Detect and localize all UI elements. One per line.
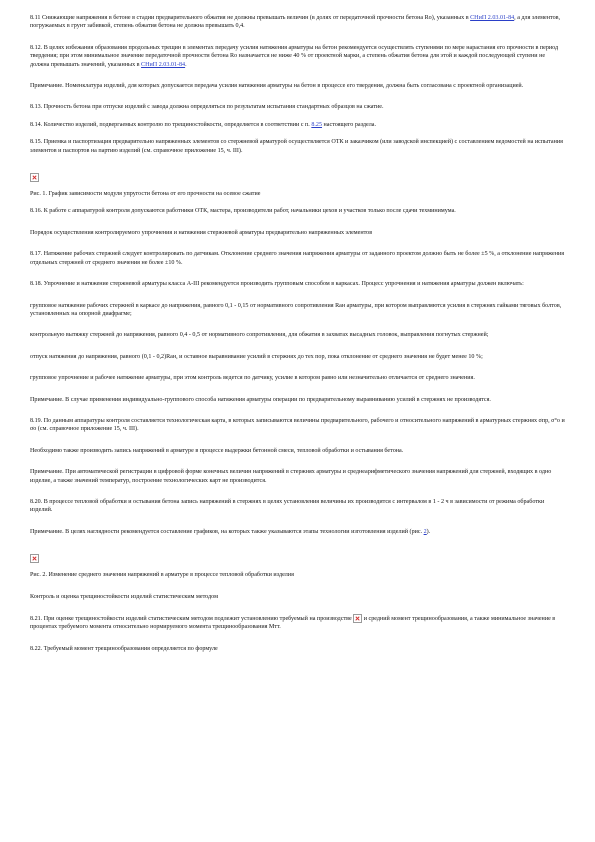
note-2: Примечание. В случае применения индивидуально-группового способа натяжения арматуры операции по предварительному выравниванию усилий в стержнях не производятся.	[30, 396, 491, 403]
paragraph-8-16: 8.16. К работе с аппаратурой контроля допускаются работники ОТК, мастера, производители работ, начальники цехов и участков только после сдачи техминимума.	[30, 208, 456, 215]
paragraph-8-20: 8.20. В процессе тепловой обработки и остывания бетона запись напряжений в стержнях в целях установления величины их производится с интервалом в 1 - 2 ч в зависимости от режима обработки изделий.	[30, 498, 545, 514]
paragraph-8-14: 8.14. Количество изделий, подвергаемых контролю по трещиностойкости, определяется в соответствии с п. 8.25 настоящего раздела.	[30, 121, 376, 128]
figure-1-caption: Рис. 1. График зависимости модуля упругости бетона от его прочности на осевое сжатие	[30, 191, 261, 198]
note-1: Примечание. Номенклатура изделий, для которых допускается передача усилия натяжения арматуры на бетон в процессе его твердения, должна быть согласована с проектной организацией.	[30, 83, 524, 90]
broken-image-icon	[30, 554, 39, 563]
paragraph-8-22: 8.22. Требуемый момент трещинообразования определяется по формуле	[30, 645, 218, 652]
paragraph-8-12: 8.12. В целях избежания образования продольных трещин в элементах передачу усилия натяжения арматуры на бетон рекомендуется осуществлять ступенями по мере нарастания его прочности в период твердения; при этом минимальное значение передаточной прочности бетона Ro назначается не ниже 40 % от проектной марки, а степень обжатия бетона для этой и каждой последующей ступени не должна превышать значений, указанных в СНиП 2.03.01-84.	[30, 44, 559, 68]
section-heading-1: Порядок осуществления контролируемого упрочнения и натяжения стержневой арматуры предварительно напряженных элементов	[30, 229, 373, 236]
snip-link-1[interactable]: СНиП 2.03.01-84	[470, 15, 515, 21]
paragraph-8-17: 8.17. Натяжение рабочих стержней следует контролировать по датчикам. Отклонение среднего значения напряжения арматуры от заданного проектом должно быть не более ±5 %, а отклонение напряжения отдельных стержней от среднего значения не более ±10 %.	[30, 251, 565, 266]
section-heading-2: Контроль и оценка трещиностойкости изделий статистическим методом	[30, 593, 218, 600]
paragraph-8-11: 8.11 Снижающие напряжения в бетоне в стадии предварительного обжатия не должны превышать величин (в долях от передаточной прочности бетона Ro), указанных в СНиП 2.03.01-84, а для элементов, погружаемых в грунт забивкой, степень обжатия бетона не должна превышать 0,4.	[30, 15, 561, 30]
paragraph-extra: Необходимо также производить запись напряжений в арматуре в процессе выдержки бетонной смеси, тепловой обработки и остывания бетона.	[30, 447, 404, 454]
note-3: Примечание. При автоматической регистрации в цифровой форме конечных величин напряжений в стержнях арматуры и среднеарифметического значения напряжений для стержней, входящих в одно изделие, а также значений температур, построение технологических карт не производится.	[30, 469, 552, 484]
broken-image-icon	[353, 614, 362, 623]
list-item-4: групповое упрочнение и рабочее натяжение арматуры, при этом контроль ведется по датчику, усилие в котором равно или незначительно отличается от среднего значения.	[30, 375, 475, 382]
list-item-1: групповое натяжение рабочих стержней в каркасе до напряжения, равного 0,1 - 0,15 от нормативного сопротивления Rан арматуры, при котором выправляются усилия в стержнях гайками тяговых болтов, установленных на опорной диафрагме;	[30, 302, 562, 317]
list-item-3: отпуск натяжения до напряжения, равного (0,1 - 0,2)Rан, и оставное выравнивание усилий в стержнях до тех пор, пока отклонение от среднего значения не будет менее 10 %;	[30, 353, 483, 360]
figure-1	[30, 168, 565, 178]
snip-link-2[interactable]: СНиП 2.03.01-84	[141, 61, 186, 68]
note-4: Примечание. В целях наглядности рекомендуется составление графиков, на которых также указываются этапы технологии изготовления изделий (рис. 2).	[30, 528, 431, 535]
paragraph-8-13: 8.13. Прочность бетона при отпуске изделий с завода должна определяться по результатам испытания стандартных образцов на сжатие.	[30, 104, 384, 111]
paragraph-8-19: 8.19. По данным аппаратуры контроля составляется технологическая карта, в которых записываются величины предварительного, рабочего и относительного напряжений в арматурных стержнях σпр, σ°о и σо (см. справочное приложение 15, ч. III).	[30, 417, 565, 433]
figure-link-2[interactable]: 2	[423, 528, 427, 535]
list-item-2: контрольную вытяжку стержней до напряжения, равного 0,4 - 0,5 от нормативного сопротивления, для обжатия в захватах высадных головок, выправления погнутых стержней;	[30, 332, 489, 339]
paragraph-8-18: 8.18. Упрочнение и натяжение стержневой арматуры класса А-III рекомендуется производить групповым способом в каркасах. Процесс упрочнения и натяжения арматуры должен включать:	[30, 281, 524, 288]
broken-image-icon	[30, 173, 39, 182]
section-link-8-25[interactable]: 8.25	[311, 121, 323, 128]
figure-2-caption: Рис. 2. Изменение среднего значения напряжений в арматуре в процессе тепловой обработки изделия	[30, 572, 294, 579]
paragraph-8-21: 8.21. При оценке трещиностойкости изделий статистическим методом подлежит установлению требуемый на производстве и средний момент трещинообразования, а также минимальное значение в процентах требуемого момента относительно нормируемого момента трещинообразования Мтт.	[30, 615, 556, 631]
paragraph-8-15: 8.15. Приемка и паспортизация предварительно напряженных элементов со стержневой арматурой осуществляется ОТК и заказчиком (или заводской инспекцией) с составлением ведомостей на испытания элементов и паспортов на партию изделий (см. справочное приложение 15, ч. III).	[30, 139, 563, 154]
figure-2	[30, 549, 565, 559]
